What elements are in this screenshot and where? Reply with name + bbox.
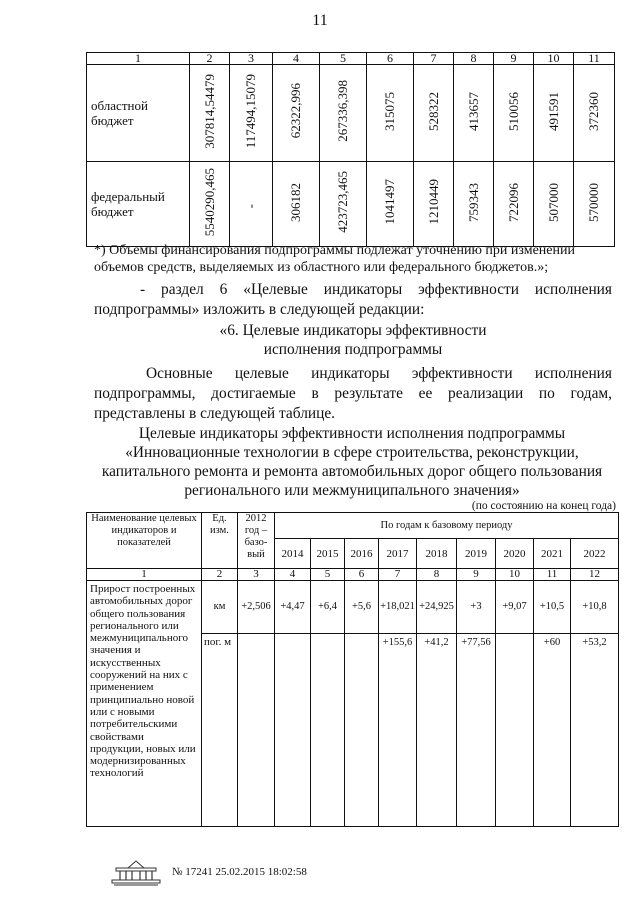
financing-table-header: [87, 53, 615, 65]
value-cell: +4,47: [275, 581, 311, 634]
header-cell: 5: [320, 53, 367, 65]
value-cell: +6,4: [311, 581, 345, 634]
value-cell: 491591: [545, 91, 561, 131]
year-header: 2018: [417, 539, 457, 569]
value-cell: 1041497: [382, 179, 397, 225]
header-cell: 2: [190, 53, 230, 65]
value-cell: 507000: [545, 182, 561, 222]
header-cell: 3: [230, 53, 273, 65]
value-cell: +24,925: [417, 581, 457, 634]
header-cell: 1: [87, 53, 190, 65]
col-number: 8: [417, 569, 457, 581]
table-row: [87, 162, 615, 247]
value-cell: +60: [534, 634, 571, 827]
value-cell: +9,07: [496, 581, 534, 634]
section-change-line-2: подпрограммы» изложить в следующей редакции:: [94, 301, 425, 318]
col-number: 2: [202, 569, 238, 581]
year-header: 2016: [345, 539, 379, 569]
col-number: 3: [238, 569, 275, 581]
value-cell: [275, 634, 311, 827]
col-unit-header: Ед. изм.: [202, 513, 238, 569]
building-stamp-icon: [108, 858, 164, 888]
year-header: 2021: [534, 539, 571, 569]
paragraph-line-2: подпрограммы, достигаемые в результате ее реализации по годам,: [94, 385, 612, 402]
document-stamp: № 17241 25.02.2015 18:02:58: [172, 866, 307, 878]
table-row: [87, 581, 619, 634]
table-caption-line-3: капитального ремонта и ремонта автомобильных дорог общего пользования: [101, 463, 603, 480]
table-row: [87, 65, 615, 162]
value-cell: +10,8: [571, 581, 619, 634]
value-cell: 315075: [382, 91, 397, 131]
base-cell: +2,506: [238, 581, 275, 634]
year-header: 2020: [496, 539, 534, 569]
table-caption-line-2: «Инновационные технологии в сфере строительства, реконструкции,: [125, 444, 579, 461]
years-header: По годам к базовому периоду: [275, 513, 619, 539]
year-header: 2019: [457, 539, 496, 569]
section-title-line-2: исполнения подпрограммы: [263, 341, 443, 358]
table-caption-line-1: Целевые индикаторы эффективности исполнения подпрограммы: [138, 425, 566, 442]
col-number: 10: [496, 569, 534, 581]
row-label: областной бюджет: [87, 65, 190, 162]
value-cell: 117494,15079: [243, 73, 258, 149]
indicators-table: [86, 512, 619, 827]
value-cell: 528322: [425, 91, 441, 131]
unit-cell: км: [202, 581, 238, 634]
footnote: *) Объемы финансирования подпрограммы подлежат уточнению при изменении объемов средств, выделяемых из областного или федерального бюджетов.»;: [94, 243, 575, 275]
header-cell: 7: [414, 53, 454, 65]
value-cell: 372360: [586, 91, 601, 131]
value-cell: 267336,398: [335, 80, 350, 142]
header-cell: 8: [454, 53, 494, 65]
unit-cell: пог. м: [202, 634, 238, 827]
paragraph-line-1: Основные целевые индикаторы эффективности исполнения: [146, 365, 612, 382]
value-cell: +41,2: [417, 634, 457, 827]
value-cell: [345, 634, 379, 827]
header-cell: 6: [367, 53, 414, 65]
section-change-line-1: - раздел 6 «Целевые индикаторы эффективности исполнения: [140, 281, 612, 298]
value-cell: 5540290,465: [201, 167, 217, 237]
value-cell: -: [243, 203, 258, 208]
value-cell: [496, 634, 534, 827]
value-cell: 62322,996: [288, 83, 303, 139]
value-cell: +5,6: [345, 581, 379, 634]
col-base-header: 2012 год – базо-вый: [238, 513, 275, 569]
col-number: 9: [457, 569, 496, 581]
value-cell: 570000: [586, 182, 601, 222]
section-title-line-1: «6. Целевые индикаторы эффективности: [219, 322, 487, 339]
col-number: 5: [311, 569, 345, 581]
value-cell: 1210449: [425, 179, 441, 225]
financing-table: [86, 52, 615, 247]
indicator-name: Прирост построенных автомобильных дорог общего пользования регионального или межмуниципального значения и искусственных сооружений на них с применением принципиально новой или с новыми потребительскими свойствами продукции, новых или модернизированных технологий: [87, 581, 202, 827]
page-number: 11: [312, 12, 328, 29]
value-cell: +3: [457, 581, 496, 634]
row-label: федеральный бюджет: [87, 162, 190, 247]
value-cell: +155,6: [379, 634, 417, 827]
year-header: 2017: [379, 539, 417, 569]
value-cell: 423723,465: [335, 171, 350, 233]
header-cell: 9: [494, 53, 534, 65]
value-cell: +53,2: [571, 634, 619, 827]
header-cell: 11: [574, 53, 615, 65]
value-cell: +10,5: [534, 581, 571, 634]
col-number: 11: [534, 569, 571, 581]
value-cell: 306182: [288, 182, 303, 222]
base-cell: [238, 634, 275, 827]
column-numbers-row: [87, 569, 619, 581]
col-name-header: Наименование целевых индикаторов и показателей: [87, 513, 202, 569]
paragraph-line-3: представлены в следующей таблице.: [94, 405, 336, 422]
col-number: 1: [87, 569, 202, 581]
table-caption-line-4: регионального или межмуниципального значения»: [184, 482, 520, 499]
value-cell: 307814,54479: [201, 73, 217, 149]
value-cell: [311, 634, 345, 827]
col-number: 7: [379, 569, 417, 581]
value-cell: 413657: [465, 91, 481, 131]
value-cell: +77,56: [457, 634, 496, 827]
col-number: 12: [571, 569, 619, 581]
value-cell: 510056: [505, 91, 521, 131]
table-note: (по состоянию на конец года): [471, 500, 616, 512]
value-cell: +18,021: [379, 581, 417, 634]
year-header: 2022: [571, 539, 619, 569]
col-number: 4: [275, 569, 311, 581]
col-number: 6: [345, 569, 379, 581]
value-cell: 722096: [505, 182, 521, 222]
year-header: 2014: [275, 539, 311, 569]
header-cell: 4: [273, 53, 320, 65]
year-header: 2015: [311, 539, 345, 569]
value-cell: 759343: [465, 182, 481, 222]
header-cell: 10: [534, 53, 574, 65]
